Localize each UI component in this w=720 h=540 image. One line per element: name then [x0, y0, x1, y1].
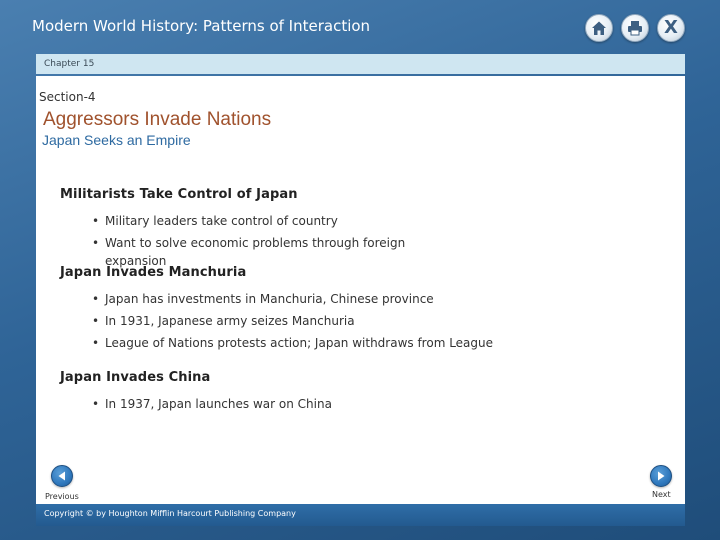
previous-label[interactable]: Previous [45, 492, 79, 501]
bullet-item: • In 1931, Japanese army seizes Manchuria [92, 314, 355, 328]
app-title: Modern World History: Patterns of Interaction [32, 17, 371, 35]
print-button[interactable] [621, 14, 649, 42]
print-icon [626, 19, 644, 37]
home-icon [590, 19, 608, 37]
home-button[interactable] [585, 14, 613, 42]
bullet-item: • Japan has investments in Manchuria, Chinese province [92, 292, 434, 306]
bullet-list [60, 391, 580, 417]
bullet-item: • Military leaders take control of country [92, 214, 338, 228]
close-icon: X [664, 17, 678, 38]
next-label[interactable]: Next [652, 490, 671, 499]
outline-heading: Militarists Take Control of Japan [60, 187, 298, 202]
bullet-icon: • [92, 314, 100, 328]
page-subtitle: Japan Seeks an Empire [42, 132, 191, 148]
chapter-bar [36, 54, 685, 74]
copyright-text: Copyright © by Houghton Mifflin Harcourt Publishing Company [44, 509, 296, 518]
outline-heading: Japan Invades China [60, 370, 211, 385]
outline-heading: Japan Invades Manchuria [60, 265, 247, 280]
bullet-icon: • [92, 397, 100, 411]
bullet-icon: • [92, 236, 100, 250]
bullet-list [60, 286, 660, 356]
arrow-right-icon [655, 470, 667, 482]
arrow-left-icon [56, 470, 68, 482]
previous-button[interactable] [51, 465, 73, 487]
slide-content [36, 76, 685, 504]
bullet-item: • Want to solve economic problems through foreign expansion [92, 236, 406, 268]
chapter-label: Chapter 15 [44, 59, 95, 69]
footer-bar [36, 504, 685, 526]
bullet-icon: • [92, 336, 100, 350]
bullet-icon: • [92, 214, 100, 228]
next-button[interactable] [650, 465, 672, 487]
bullet-item: • In 1937, Japan launches war on China [92, 397, 332, 411]
bullet-item: • League of Nations protests action; Japan withdraws from League [92, 336, 494, 350]
bullet-icon: • [92, 292, 100, 306]
section-label: Section-4 [39, 90, 96, 104]
page-title: Aggressors Invade Nations [43, 109, 272, 130]
close-button[interactable] [657, 14, 685, 42]
